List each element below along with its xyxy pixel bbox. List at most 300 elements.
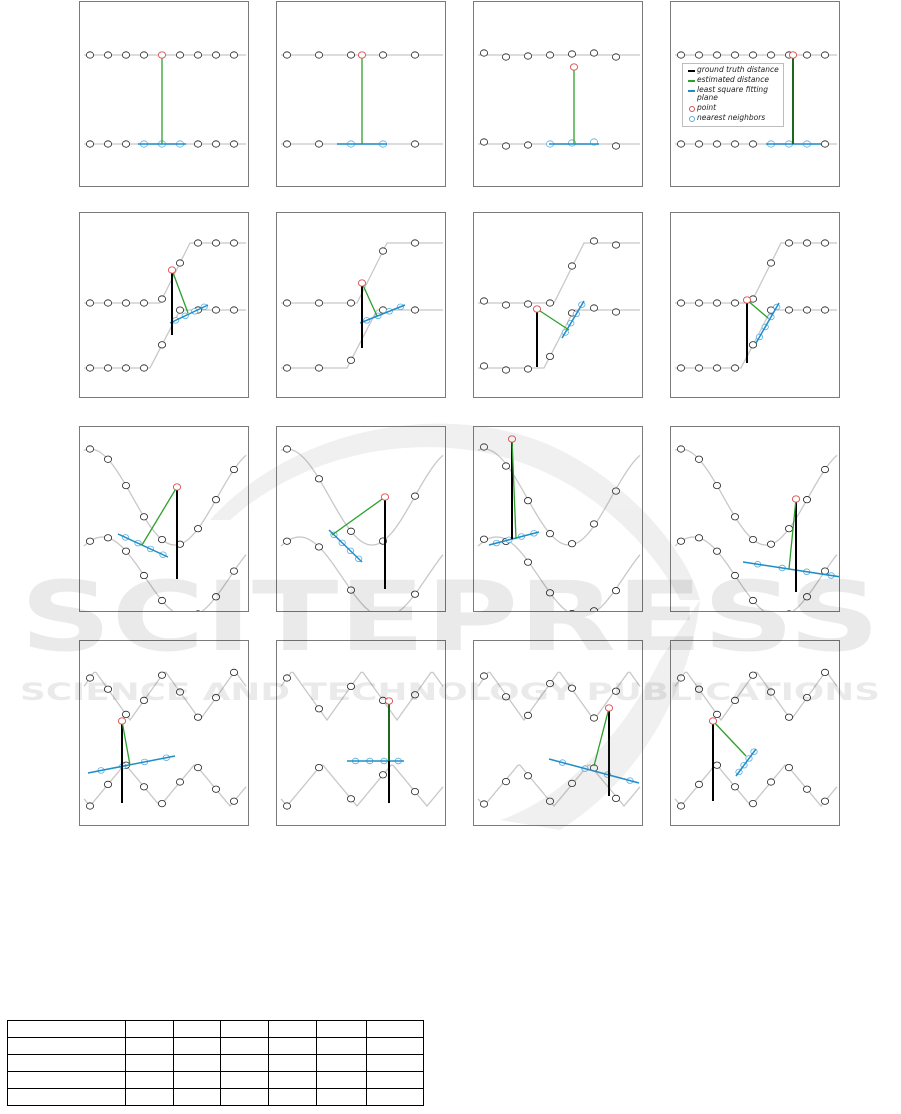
upper-surface: [84, 449, 246, 545]
query-point: [743, 297, 750, 303]
sample-point: [821, 798, 828, 804]
table-cell: [126, 1055, 174, 1072]
table-cell: [8, 1089, 126, 1106]
sample-point: [230, 466, 237, 472]
table-cell: [221, 1072, 269, 1089]
sample-point: [480, 673, 487, 679]
sample-point: [194, 240, 201, 246]
sample-point: [411, 307, 418, 313]
upper-surface: [84, 243, 246, 303]
figure-panel-r2-c2: [276, 212, 446, 398]
sample-point: [212, 786, 219, 792]
sample-point: [347, 683, 354, 689]
sample-point: [590, 521, 597, 527]
estimated-line: [713, 721, 746, 756]
sample-point: [104, 300, 111, 306]
sample-point: [230, 52, 237, 58]
sample-point: [502, 367, 509, 373]
sample-point: [749, 52, 756, 58]
sample-point: [212, 240, 219, 246]
sample-point: [104, 535, 111, 541]
sample-point: [283, 365, 290, 371]
sample-point: [140, 572, 147, 578]
table-cell: [173, 1072, 221, 1089]
query-point: [381, 494, 388, 500]
sample-point: [315, 706, 322, 712]
sample-point: [731, 572, 738, 578]
sample-point: [480, 298, 487, 304]
sample-point: [104, 781, 111, 787]
sample-point: [612, 54, 619, 60]
sample-point: [590, 715, 597, 721]
figure-panel-r4-c1: [79, 640, 249, 826]
sample-point: [140, 784, 147, 790]
table-cell: [173, 1021, 221, 1038]
sample-point: [731, 784, 738, 790]
table-cell: [367, 1089, 424, 1106]
sample-point: [590, 305, 597, 311]
sample-point: [767, 779, 774, 785]
query-point: [118, 718, 125, 724]
sample-point: [122, 482, 129, 488]
table-cell: [269, 1055, 317, 1072]
sample-point: [122, 141, 129, 147]
sample-point: [677, 538, 684, 544]
sample-point: [713, 548, 720, 554]
legend-ground-truth: ground truth distance: [697, 65, 779, 74]
sample-point: [821, 240, 828, 246]
sample-point: [821, 568, 828, 574]
sample-point: [86, 538, 93, 544]
sample-point: [524, 301, 531, 307]
sample-point: [502, 143, 509, 149]
query-point: [158, 52, 165, 58]
sample-point: [695, 686, 702, 692]
sample-point: [212, 694, 219, 700]
sample-point: [122, 711, 129, 717]
sample-point: [590, 50, 597, 56]
sample-point: [677, 300, 684, 306]
query-point: [792, 496, 799, 502]
sample-point: [803, 307, 810, 313]
upper-surface: [675, 449, 837, 545]
sample-point: [480, 50, 487, 56]
figure-panel-r2-c1: [79, 212, 249, 398]
sample-point: [695, 52, 702, 58]
sample-point: [612, 242, 619, 248]
fitting-plane: [329, 530, 362, 562]
sample-point: [546, 798, 553, 804]
sample-point: [612, 795, 619, 801]
sample-point: [546, 590, 553, 596]
table-cell: [8, 1021, 126, 1038]
sample-point: [140, 52, 147, 58]
results-table: [7, 1020, 424, 1106]
sample-point: [713, 711, 720, 717]
sample-point: [104, 365, 111, 371]
sample-point: [612, 688, 619, 694]
sample-point: [194, 611, 201, 612]
table-cell: [221, 1055, 269, 1072]
sample-point: [821, 307, 828, 313]
sample-point: [767, 260, 774, 266]
sample-point: [731, 141, 738, 147]
legend-neighbors: nearest neighbors: [697, 112, 766, 122]
table-cell: [316, 1038, 367, 1055]
sample-point: [713, 482, 720, 488]
sample-point: [86, 365, 93, 371]
table-cell: [367, 1072, 424, 1089]
sample-point: [86, 803, 93, 809]
sample-point: [785, 525, 792, 531]
sample-point: [212, 141, 219, 147]
sample-point: [803, 694, 810, 700]
table-row: [8, 1055, 424, 1072]
fitting-plane: [489, 532, 539, 545]
sample-point: [86, 300, 93, 306]
lower-surface: [281, 765, 443, 806]
sample-point: [176, 689, 183, 695]
sample-point: [347, 528, 354, 534]
sample-point: [158, 672, 165, 678]
sample-point: [283, 141, 290, 147]
table-cell: [126, 1089, 174, 1106]
estimated-line: [362, 283, 377, 316]
sample-point: [315, 544, 322, 550]
sample-point: [480, 444, 487, 450]
sample-point: [695, 365, 702, 371]
sample-point: [158, 800, 165, 806]
sample-point: [158, 342, 165, 348]
table-cell: [221, 1038, 269, 1055]
sample-point: [315, 141, 322, 147]
estimated-line: [122, 721, 130, 765]
upper-surface: [675, 672, 837, 720]
lower-surface: [478, 537, 640, 612]
sample-point: [546, 52, 553, 58]
table-row: [8, 1038, 424, 1055]
sample-point: [212, 594, 219, 600]
figure-panel-r4-c3: [473, 640, 643, 826]
watermark-sub: SCIENCE AND TECHNOLOGY PUBLICATIONS: [20, 678, 880, 706]
sample-point: [86, 52, 93, 58]
sample-point: [315, 476, 322, 482]
query-point: [385, 698, 392, 704]
sample-point: [140, 514, 147, 520]
sample-point: [411, 692, 418, 698]
sample-point: [122, 300, 129, 306]
query-point: [358, 280, 365, 286]
figure-panel-r4-c4: [670, 640, 840, 826]
sample-point: [194, 764, 201, 770]
sample-point: [122, 365, 129, 371]
lower-surface: [281, 537, 443, 612]
sample-point: [612, 488, 619, 494]
sample-point: [568, 263, 575, 269]
sample-point: [283, 52, 290, 58]
table-cell: [8, 1072, 126, 1089]
figure-panel-r1-c1: [79, 1, 249, 187]
sample-point: [785, 714, 792, 720]
sample-point: [230, 307, 237, 313]
query-point: [358, 52, 365, 58]
table-cell: [269, 1021, 317, 1038]
table-cell: [316, 1089, 367, 1106]
sample-point: [524, 366, 531, 372]
sample-point: [677, 446, 684, 452]
sample-point: [212, 307, 219, 313]
sample-point: [677, 52, 684, 58]
sample-point: [713, 141, 720, 147]
query-point: [605, 705, 612, 711]
sample-point: [749, 141, 756, 147]
sample-point: [502, 694, 509, 700]
table-cell: [8, 1055, 126, 1072]
table-cell: [269, 1038, 317, 1055]
table-cell: [173, 1089, 221, 1106]
table-cell: [367, 1038, 424, 1055]
sample-point: [677, 803, 684, 809]
figure-panel-r1-c3: [473, 1, 643, 187]
sample-point: [546, 680, 553, 686]
sample-point: [803, 496, 810, 502]
sample-point: [731, 52, 738, 58]
sample-point: [230, 669, 237, 675]
sample-point: [315, 365, 322, 371]
figure-panel-r3-c2: [276, 426, 446, 612]
table-cell: [173, 1055, 221, 1072]
sample-point: [713, 365, 720, 371]
sample-point: [713, 52, 720, 58]
sample-point: [590, 238, 597, 244]
sample-point: [767, 52, 774, 58]
sample-point: [86, 675, 93, 681]
sample-point: [524, 559, 531, 565]
sample-point: [821, 466, 828, 472]
sample-point: [767, 541, 774, 547]
sample-point: [803, 240, 810, 246]
figure-panel-r2-c4: [670, 212, 840, 398]
sample-point: [546, 300, 553, 306]
query-point: [173, 484, 180, 490]
sample-point: [749, 597, 756, 603]
figure-panel-r3-c4: [670, 426, 840, 612]
sample-point: [821, 669, 828, 675]
sample-point: [411, 591, 418, 597]
lower-surface: [478, 310, 640, 368]
sample-point: [767, 689, 774, 695]
sample-point: [546, 353, 553, 359]
sample-point: [524, 712, 531, 718]
sample-point: [212, 52, 219, 58]
sample-point: [140, 300, 147, 306]
fitting-plane: [736, 749, 756, 776]
table-cell: [221, 1089, 269, 1106]
sample-point: [315, 52, 322, 58]
sample-point: [695, 781, 702, 787]
legend: [682, 63, 784, 127]
sample-point: [612, 143, 619, 149]
sample-point: [347, 357, 354, 363]
lower-surface: [84, 310, 246, 368]
sample-point: [568, 51, 575, 57]
sample-point: [379, 52, 386, 58]
table-row: [8, 1072, 424, 1089]
watermark-main: SCITEPRESS: [20, 561, 880, 673]
figure-panel-r4-c2: [276, 640, 446, 826]
sample-point: [480, 363, 487, 369]
table-cell: [367, 1021, 424, 1038]
sample-point: [713, 300, 720, 306]
sample-point: [821, 52, 828, 58]
sample-point: [568, 780, 575, 786]
sample-point: [568, 685, 575, 691]
sample-point: [347, 796, 354, 802]
sample-point: [230, 568, 237, 574]
figure-panel-r3-c3: [473, 426, 643, 612]
sample-point: [140, 697, 147, 703]
sample-point: [347, 300, 354, 306]
upper-surface: [478, 449, 640, 545]
sample-point: [731, 365, 738, 371]
sample-point: [502, 302, 509, 308]
sample-point: [695, 535, 702, 541]
sample-point: [315, 764, 322, 770]
sample-point: [176, 779, 183, 785]
sample-point: [379, 772, 386, 778]
lower-surface: [675, 310, 837, 368]
sample-point: [176, 52, 183, 58]
sample-point: [230, 240, 237, 246]
sample-point: [212, 496, 219, 502]
sample-point: [785, 240, 792, 246]
sample-point: [612, 587, 619, 593]
table-row: [8, 1021, 424, 1038]
sample-point: [140, 365, 147, 371]
sample-point: [194, 525, 201, 531]
sample-point: [411, 493, 418, 499]
figure-panel-r3-c1: [79, 426, 249, 612]
sample-point: [677, 675, 684, 681]
sample-point: [749, 536, 756, 542]
estimated-line: [537, 309, 569, 330]
sample-point: [803, 594, 810, 600]
sample-point: [785, 611, 792, 612]
table-cell: [316, 1021, 367, 1038]
sample-point: [677, 141, 684, 147]
sample-point: [230, 141, 237, 147]
query-point: [533, 306, 540, 312]
sample-point: [480, 801, 487, 807]
sample-point: [731, 514, 738, 520]
sample-point: [713, 762, 720, 768]
fitting-plane: [562, 301, 584, 338]
sample-point: [122, 548, 129, 554]
legend-estimated: estimated distance: [697, 75, 769, 84]
sample-point: [411, 52, 418, 58]
sample-point: [158, 536, 165, 542]
sample-point: [194, 141, 201, 147]
figure-panel-r1-c2: [276, 1, 446, 187]
sample-point: [695, 456, 702, 462]
query-point: [789, 52, 796, 58]
sample-point: [612, 309, 619, 315]
sample-point: [158, 296, 165, 302]
sample-point: [194, 52, 201, 58]
sample-point: [104, 456, 111, 462]
upper-surface: [478, 243, 640, 303]
sample-point: [546, 530, 553, 536]
sample-point: [568, 541, 575, 547]
sample-point: [283, 300, 290, 306]
sample-point: [749, 800, 756, 806]
sample-point: [194, 714, 201, 720]
sample-point: [283, 538, 290, 544]
sample-point: [731, 697, 738, 703]
estimated-line: [747, 300, 768, 318]
table-cell: [316, 1072, 367, 1089]
table-cell: [126, 1038, 174, 1055]
table-cell: [126, 1072, 174, 1089]
sample-point: [502, 54, 509, 60]
sample-point: [785, 764, 792, 770]
query-point: [709, 718, 716, 724]
sample-point: [524, 773, 531, 779]
sample-point: [731, 300, 738, 306]
sample-point: [524, 142, 531, 148]
table-cell: [126, 1021, 174, 1038]
sample-point: [411, 141, 418, 147]
table-cell: [316, 1055, 367, 1072]
sample-point: [158, 597, 165, 603]
sample-point: [283, 675, 290, 681]
sample-point: [283, 446, 290, 452]
sample-point: [411, 240, 418, 246]
sample-point: [524, 497, 531, 503]
estimated-line: [789, 499, 796, 569]
sample-point: [749, 672, 756, 678]
sample-point: [480, 536, 487, 542]
sample-point: [379, 248, 386, 254]
sample-point: [568, 610, 575, 612]
sample-point: [104, 141, 111, 147]
legend-point: point: [697, 102, 717, 112]
upper-surface: [675, 243, 837, 303]
sample-point: [695, 141, 702, 147]
sample-point: [86, 141, 93, 147]
sample-point: [104, 52, 111, 58]
sample-point: [677, 365, 684, 371]
query-point: [168, 267, 175, 273]
figure-panel-r2-c3: [473, 212, 643, 398]
sample-point: [502, 463, 509, 469]
table-cell: [367, 1055, 424, 1072]
sample-point: [347, 52, 354, 58]
sample-point: [176, 260, 183, 266]
fitting-plane: [88, 756, 175, 773]
fitting-plane: [549, 759, 639, 783]
table-cell: [269, 1089, 317, 1106]
table-cell: [269, 1072, 317, 1089]
sample-point: [283, 803, 290, 809]
sample-point: [821, 141, 828, 147]
sample-point: [480, 139, 487, 145]
legend-least-square: least square fitting plane: [697, 85, 768, 103]
sample-point: [803, 786, 810, 792]
sample-point: [590, 608, 597, 612]
sample-point: [347, 587, 354, 593]
sample-point: [411, 788, 418, 794]
